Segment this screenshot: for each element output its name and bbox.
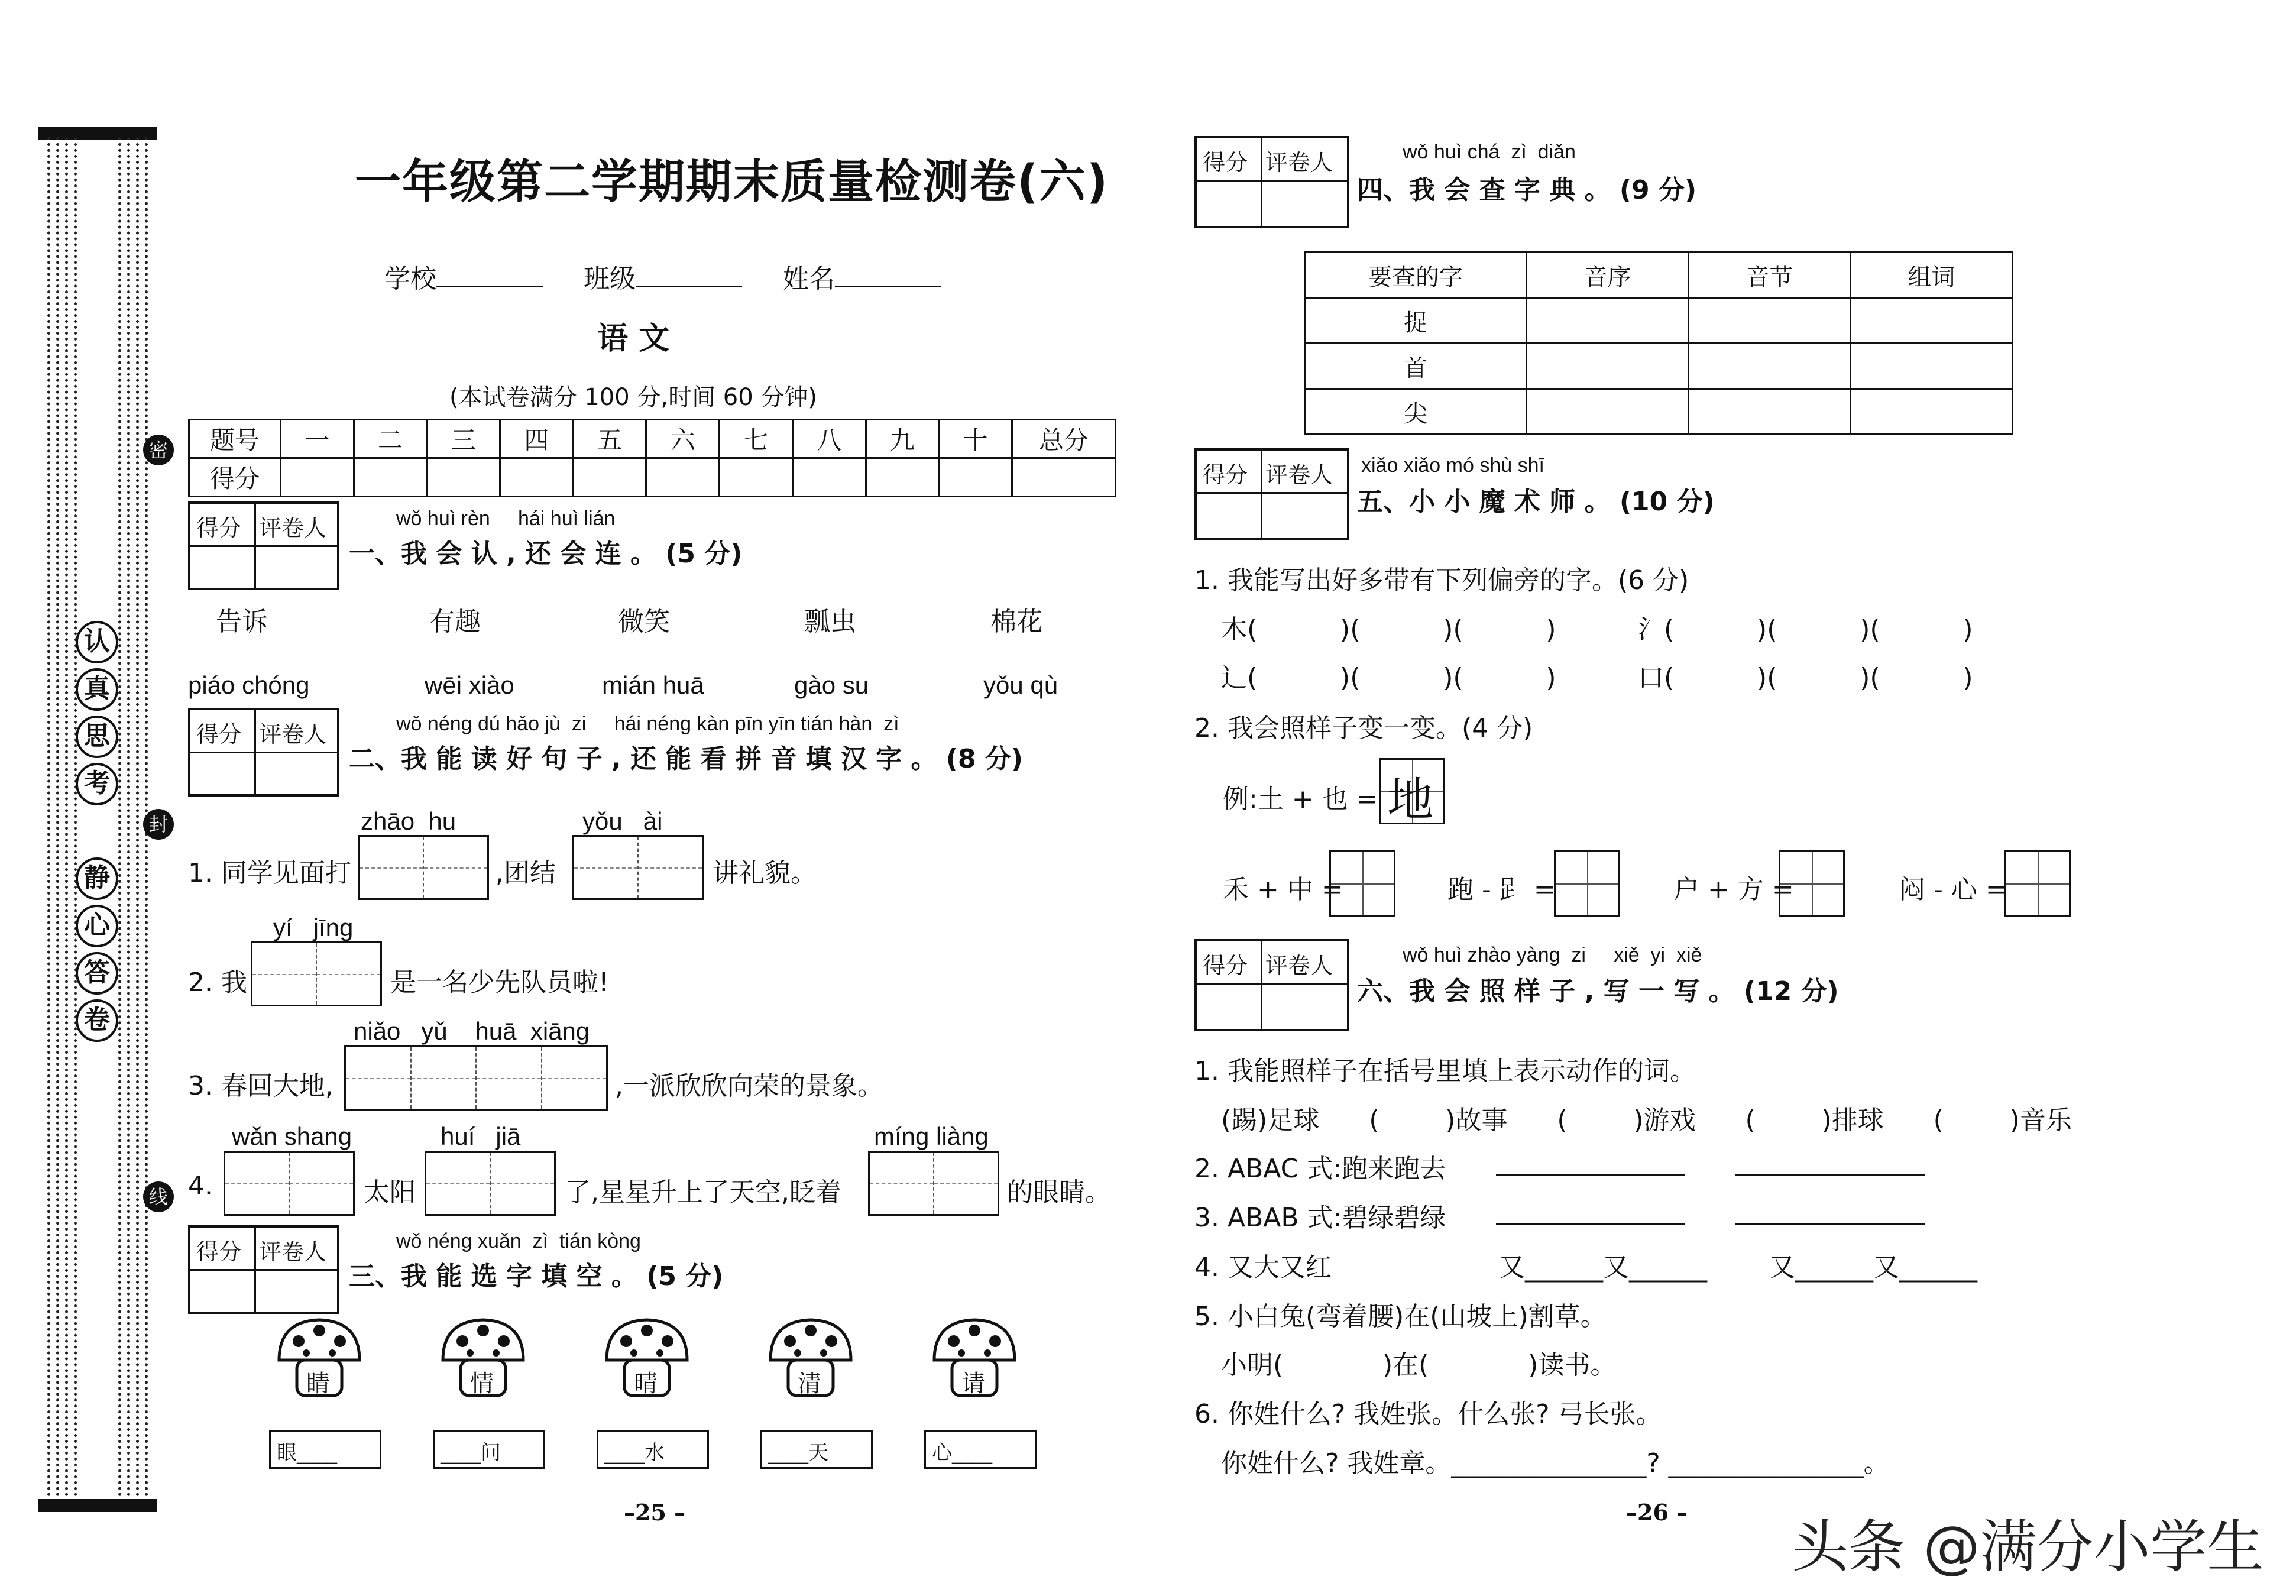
q-text: 4. 又大又红: [1194, 1252, 1332, 1283]
page-title: 一年级第二学期期末质量检测卷(六): [355, 156, 1109, 209]
grade-label: 得分: [196, 1239, 242, 1265]
score-header-cell: 一: [281, 420, 354, 458]
q-text: 讲礼貌。: [713, 858, 817, 888]
score-header-cell: 十: [939, 420, 1012, 458]
combine-item: 户 + 方 =: [1673, 875, 1794, 905]
motto-char: 思: [76, 716, 118, 758]
grade-label: 评卷人: [1265, 953, 1333, 979]
grade-label: 评卷人: [259, 1239, 327, 1265]
score-cell[interactable]: [939, 458, 1012, 497]
score-cell[interactable]: [720, 458, 793, 497]
writing-box[interactable]: [425, 1151, 556, 1216]
q-pinyin: wǎn shang: [232, 1122, 352, 1150]
section-pinyin: wǒ néng xuǎn zì tián kòng: [396, 1230, 641, 1252]
dict-cell[interactable]: [1689, 389, 1851, 435]
mushroom-card: [272, 1313, 367, 1407]
grade-box: [1194, 448, 1349, 540]
mushroom-char: 清: [798, 1370, 821, 1397]
dotted-line: [74, 137, 80, 1497]
writing-box[interactable]: [358, 835, 489, 900]
dict-char: 尖: [1305, 389, 1527, 435]
q-text: 了,星星升上了天空,眨着: [565, 1177, 841, 1207]
answer-box[interactable]: ____问: [433, 1430, 545, 1469]
motto-char: 卷: [76, 999, 118, 1042]
answer-box[interactable]: [1329, 850, 1395, 917]
dict-row: [1305, 298, 2013, 344]
exam-note: (本试卷满分 100 分,时间 60 分钟): [449, 384, 818, 411]
section-title: 四、我 会 查 字 典 。 (9 分): [1357, 175, 1697, 205]
class-label: 班级: [584, 264, 636, 294]
radical-row[interactable]: 氵( )( )( ): [1638, 614, 1973, 645]
mushroom-char: 请: [961, 1370, 985, 1397]
q-text: 2. 我会照样子变一变。(4 分): [1194, 713, 1533, 743]
score-header-row: [189, 420, 1116, 458]
dotted-line: [118, 137, 125, 1497]
fill-row[interactable]: 小明( )在( )读书。: [1221, 1350, 1617, 1380]
section-pinyin: xiǎo xiǎo mó shù shī: [1361, 454, 1544, 477]
example-answer: 地: [1387, 773, 1434, 827]
section-title: 三、我 能 选 字 填 空 。 (5 分): [349, 1261, 724, 1291]
score-header-cell: 七: [720, 420, 793, 458]
subject-title: 语 文: [597, 321, 670, 357]
match-pinyin[interactable]: wēi xiào: [425, 671, 514, 699]
q-pinyin: huí jiā: [441, 1122, 521, 1150]
grade-box: [1194, 136, 1349, 228]
dict-cell[interactable]: [1689, 298, 1851, 344]
dotted-line: [56, 137, 63, 1497]
q-text: 的眼睛。: [1007, 1177, 1111, 1207]
section-pinyin: wǒ huì rèn hái huì lián: [396, 507, 616, 530]
score-cell[interactable]: [427, 458, 500, 497]
match-pinyin[interactable]: gào su: [794, 671, 869, 699]
answer-box[interactable]: [2004, 850, 2071, 917]
grade-box: [188, 501, 339, 590]
score-header-cell: 五: [573, 420, 646, 458]
dotted-line: [47, 137, 54, 1497]
section-pinyin: wǒ huì chá zì diǎn: [1403, 141, 1576, 163]
dictionary-table: [1304, 251, 2013, 435]
dict-header: 组词: [1851, 252, 2013, 298]
grade-label: 评卷人: [1265, 150, 1333, 176]
dict-cell[interactable]: [1851, 389, 2013, 435]
score-header-cell: 四: [500, 420, 574, 458]
motto-char: 认: [76, 621, 118, 663]
grade-box: [1194, 939, 1349, 1031]
dict-char: 首: [1305, 344, 1527, 389]
seal-char: 密: [143, 435, 174, 465]
mushroom-card: [600, 1313, 694, 1407]
watermark: 头条 @满分小学生: [1792, 1514, 2264, 1580]
grade-label: 得分: [196, 515, 242, 541]
score-header-cell: 六: [646, 420, 720, 458]
dict-header-row: [1305, 252, 2013, 298]
q-text: 是一名少先队员啦!: [390, 967, 609, 998]
page-number: –26 –: [1626, 1499, 1688, 1526]
combine-item: 禾 + 中 =: [1223, 875, 1343, 905]
school-label: 学校: [384, 264, 436, 294]
answer-line[interactable]: [1496, 1223, 1685, 1225]
score-header-cell: 三: [427, 420, 500, 458]
fill-row[interactable]: (踢)足球 ( )故事 ( )游戏 ( )排球 ( )音乐: [1221, 1105, 2072, 1135]
grade-box: [188, 1225, 339, 1314]
q-text: 2. 我: [188, 967, 247, 998]
match-pinyin[interactable]: yǒu qù: [983, 671, 1058, 699]
writing-box[interactable]: [572, 835, 704, 900]
q-pinyin: zhāo hu: [361, 807, 456, 835]
match-word[interactable]: 微笑: [618, 607, 670, 637]
motto-char: 考: [76, 763, 118, 805]
motto-char: 心: [76, 905, 118, 947]
q-text: 5. 小白兔(弯着腰)在(山坡上)割草。: [1194, 1302, 1607, 1332]
score-cell[interactable]: [792, 458, 866, 497]
dict-row: [1305, 389, 2013, 435]
section-title: 六、我 会 照 样 子 , 写 一 写 。 (12 分): [1357, 976, 1839, 1006]
dotted-line: [65, 137, 72, 1497]
score-header-cell: 二: [354, 420, 427, 458]
section-title: 一、我 会 认 , 还 会 连 。 (5 分): [349, 539, 743, 569]
q-text: 1. 我能照样子在括号里填上表示动作的词。: [1194, 1056, 1696, 1086]
motto-char: 真: [76, 668, 118, 711]
writing-box[interactable]: [868, 1151, 999, 1216]
dict-header: 音序: [1527, 252, 1689, 298]
dict-header: 音节: [1689, 252, 1851, 298]
match-word[interactable]: 棉花: [990, 607, 1042, 637]
q-text: 4.: [188, 1171, 213, 1201]
answer-box[interactable]: [1554, 850, 1620, 917]
score-cell[interactable]: [354, 458, 427, 497]
seal-char: 线: [143, 1181, 174, 1212]
dict-cell[interactable]: [1851, 344, 2013, 389]
answer-box[interactable]: ____天: [760, 1430, 873, 1469]
q-text: 6. 你姓什么? 我姓张。什么张? 弓长张。: [1194, 1399, 1662, 1429]
grade-label: 得分: [1203, 150, 1248, 176]
answer-box[interactable]: [1779, 850, 1845, 917]
mushroom-card: [927, 1313, 1022, 1407]
fill-row[interactable]: 你姓什么? 我姓章。_______________? _______________。: [1221, 1448, 1890, 1478]
match-pinyin[interactable]: piáo chóng: [188, 671, 310, 699]
mushroom-char: 晴: [634, 1370, 658, 1397]
writing-box[interactable]: [251, 941, 382, 1006]
fill-row[interactable]: 又______又______: [1769, 1252, 1977, 1283]
section-title: 五、小 小 魔 术 师 。 (10 分): [1357, 487, 1715, 517]
q-text: 2. ABAC 式:跑来跑去: [1194, 1154, 1446, 1184]
section-pinyin: wǒ néng dú hǎo jù zi hái néng kàn pīn yīn tián hàn zì: [396, 713, 899, 735]
q-pinyin: yǒu ài: [582, 807, 663, 835]
score-cell[interactable]: [866, 458, 939, 497]
school-field[interactable]: [436, 286, 543, 287]
combine-item: 闷 - 心 =: [1899, 875, 2007, 905]
mushroom-card: [763, 1313, 858, 1407]
combine-item: 跑 - 𧾷 =: [1447, 875, 1556, 905]
q-pinyin: yí jīng: [273, 914, 354, 941]
radical-row[interactable]: 木( )( )( ): [1221, 614, 1556, 645]
q-text: ,一派欣欣向荣的景象。: [615, 1071, 883, 1101]
q-text: 太阳: [364, 1177, 416, 1207]
score-header-cell: 九: [866, 420, 939, 458]
grade-box: [188, 708, 339, 797]
section-title: 二、我 能 读 好 句 子 , 还 能 看 拼 音 填 汉 字 。 (8 分): [349, 744, 1023, 774]
answer-box[interactable]: 眼____: [269, 1430, 381, 1469]
motto-char: 答: [76, 952, 118, 995]
score-header-cell: 总分: [1012, 420, 1116, 458]
grade-label: 评卷人: [259, 721, 327, 747]
fill-row[interactable]: 又______又______: [1499, 1252, 1707, 1283]
answer-box[interactable]: 心____: [924, 1430, 1037, 1469]
answer-line[interactable]: [1735, 1174, 1925, 1176]
q-pinyin: niǎo yǔ huā xiāng: [354, 1017, 590, 1045]
answer-line[interactable]: [1735, 1223, 1925, 1225]
match-word[interactable]: 有趣: [429, 607, 481, 637]
q-text: 3. ABAB 式:碧绿碧绿: [1194, 1203, 1446, 1233]
dict-char: 捉: [1305, 298, 1527, 344]
mushroom-card: [436, 1313, 530, 1407]
student-info: [384, 257, 941, 295]
dict-cell[interactable]: [1527, 389, 1689, 435]
q-pinyin: míng liàng: [874, 1122, 989, 1150]
dotted-line: [136, 137, 143, 1497]
dict-cell[interactable]: [1527, 298, 1689, 344]
match-pinyin[interactable]: mián huā: [602, 671, 704, 699]
example-text: 例:土 + 也 =: [1223, 784, 1378, 814]
dict-header: 要查的字: [1305, 252, 1527, 298]
score-row: [189, 458, 1116, 497]
radical-row[interactable]: 口( )( )( ): [1638, 663, 1973, 693]
grade-label: 得分: [196, 721, 242, 747]
score-cell[interactable]: [1012, 458, 1116, 497]
page-number: –25 –: [624, 1499, 686, 1526]
grade-label: 得分: [1203, 953, 1248, 979]
writing-box[interactable]: [224, 1151, 355, 1216]
mushroom-char: 情: [470, 1370, 494, 1397]
dict-cell[interactable]: [1527, 344, 1689, 389]
score-cell[interactable]: [573, 458, 646, 497]
dotted-line: [127, 137, 134, 1497]
q-text: 1. 同学见面打: [188, 858, 351, 888]
q-text: 3. 春回大地,: [188, 1071, 333, 1101]
answer-line[interactable]: [1496, 1174, 1685, 1176]
section-pinyin: wǒ huì zhào yàng zi xiě yi xiě: [1403, 944, 1702, 966]
dict-row: [1305, 344, 2013, 389]
score-row-label: 得分: [189, 458, 281, 497]
dict-cell[interactable]: [1851, 298, 2013, 344]
score-table: [188, 419, 1116, 497]
name-label: 姓名: [783, 264, 835, 294]
writing-box[interactable]: [344, 1045, 608, 1111]
q-text: 1. 我能写出好多带有下列偏旁的字。(6 分): [1194, 565, 1689, 595]
score-cell[interactable]: [500, 458, 574, 497]
match-word[interactable]: 瓢虫: [804, 607, 856, 637]
strip-bottom-bar: [38, 1499, 157, 1512]
q-text: ,团结: [496, 858, 556, 888]
answer-box[interactable]: ____水: [597, 1430, 709, 1469]
mushroom-char: 睛: [306, 1370, 330, 1397]
match-word[interactable]: 告诉: [216, 607, 268, 637]
dict-cell[interactable]: [1689, 344, 1851, 389]
score-header-cell: 八: [792, 420, 866, 458]
score-header-cell: 题号: [189, 420, 281, 458]
grade-label: 评卷人: [259, 515, 327, 541]
class-field[interactable]: [636, 286, 742, 287]
name-field[interactable]: [835, 286, 941, 287]
seal-char: 封: [143, 809, 174, 840]
score-cell[interactable]: [281, 458, 354, 497]
grade-label: 得分: [1203, 462, 1248, 488]
radical-row[interactable]: 辶( )( )( ): [1221, 663, 1556, 693]
score-cell[interactable]: [646, 458, 720, 497]
motto-char: 静: [76, 857, 118, 900]
grade-label: 评卷人: [1265, 462, 1333, 488]
